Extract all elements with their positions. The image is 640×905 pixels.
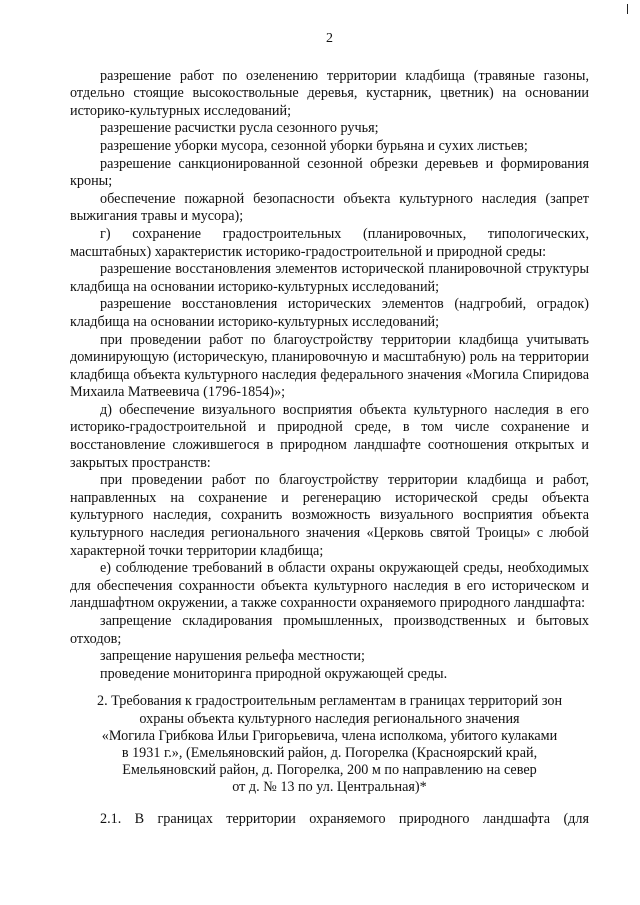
paragraph-fire-safety: обеспечение пожарной безопасности объекта культурного наследия (запрет выжигания травы и мусора); bbox=[70, 190, 589, 225]
page-number: 2 bbox=[326, 31, 333, 46]
paragraph-tree-pruning: разрешение санкционированной сезонной обрезки деревьев и формирования кроны; bbox=[70, 155, 589, 190]
corner-mark bbox=[627, 4, 628, 14]
section-heading-line: в 1931 г.», (Емельяновский район, д. Погорелка (Красноярский край, bbox=[121, 744, 538, 761]
section-heading-line: 2. Требования к градостроительным регламентам в границах территорий зон bbox=[96, 693, 563, 710]
paragraph-item-e: е) соблюдение требований в области охраны окружающей среды, необходимых для обеспечения сохранности объекта культурного наследия в его историческом и ландшафтном окружении, а также сохранности охраняемого природного ландшафта: bbox=[70, 560, 589, 612]
paragraph-stream-clearing: разрешение расчистки русла сезонного ручья; bbox=[100, 120, 379, 137]
subsection-2-1-start: 2.1. В границах территории охраняемого природного ландшафта (для bbox=[100, 810, 589, 827]
paragraph-waste-prohibition: запрещение складирования промышленных, производственных и бытовых отходов; bbox=[70, 613, 589, 647]
paragraph-garbage-removal: разрешение уборки мусора, сезонной уборки бурьяна и сухих листьев; bbox=[100, 137, 528, 154]
section-heading bbox=[70, 693, 589, 796]
paragraph-greening: разрешение работ по озеленению территории кладбища (травяные газоны, отдельно стоящие высокоствольные деревья, кустарник, цветник) на основании историко-культурных исследований; bbox=[70, 67, 589, 119]
section-heading-line: «Могила Грибкова Ильи Григорьевича, члена исполкома, убитого кулаками bbox=[101, 727, 558, 744]
section-heading-line: от д. № 13 по ул. Центральная)* bbox=[232, 779, 427, 796]
paragraph-elements-restoration: разрешение восстановления исторических элементов (надгробий, оградок) кладбища на основании историко-культурных исследований; bbox=[70, 296, 589, 330]
document-page bbox=[70, 30, 589, 828]
section-heading-line: охраны объекта культурного наследия регионального значения bbox=[139, 710, 520, 727]
section-heading-line: Емельяновский район, д. Погорелка, 200 м по направлению на север bbox=[122, 762, 537, 779]
paragraph-item-d: д) обеспечение визуального восприятия объекта культурного наследия в его историко-градостроительной и природной среде, в том числе сохранение и восстановление сложившегося в природном ландшафте соотношения открытых и закрытых пространств: bbox=[70, 401, 589, 471]
paragraph-planning-restoration: разрешение восстановления элементов исторической планировочной структуры кладбища на основании историко-культурных исследований; bbox=[70, 261, 589, 295]
paragraph-monitoring: проведение мониторинга природной окружающей среды. bbox=[100, 665, 448, 682]
paragraph-relief-prohibition: запрещение нарушения рельефа местности; bbox=[100, 648, 365, 665]
paragraph-dominant-role: при проведении работ по благоустройству территории кладбища учитывать доминирующую (историческую, планировочную и масштабную) роль на территории кладбища объекта культурного наследия федерального значения «Могила Спиридова Михаила Матвеевича (1796-1854)»; bbox=[70, 331, 589, 401]
paragraph-item-g: г) сохранение градостроительных (планировочных, типологических, масштабных) характеристик историко-градостроительной и природной среды: bbox=[70, 225, 589, 260]
paragraph-visual-perception: при проведении работ по благоустройству территории кладбища и работ, направленных на сохранение и регенерацию исторической среды объекта культурного наследия, сохранить возможность визуального восприятия объекта культурного наследия регионального значения «Церковь святой Троицы» с любой характерной точки территории кладбища; bbox=[70, 472, 589, 559]
